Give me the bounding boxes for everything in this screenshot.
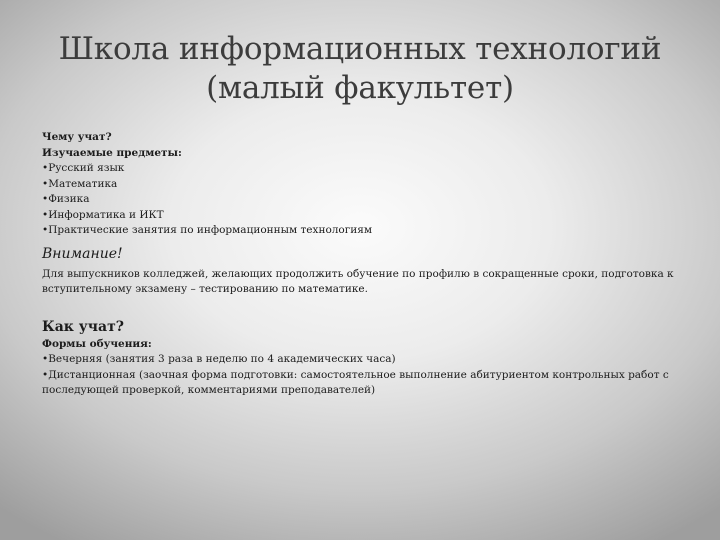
slide-title-line-2: (малый факультет) bbox=[206, 70, 514, 106]
slide-title-line-1: Школа информационных технологий bbox=[58, 31, 662, 67]
subject-item: •Информатика и ИКТ bbox=[42, 208, 164, 221]
what-question: Чему учат? bbox=[42, 131, 112, 143]
subject-item: •Физика bbox=[42, 193, 90, 205]
form-item: •Дистанционная (заочная форма подготовки: самостоятельное выполнение абитуриентом контрольных работ с последующей проверкой, комментариями преподавателей) bbox=[42, 368, 669, 396]
form-item: •Вечерняя (занятия 3 раза в неделю по 4 академических часа) bbox=[42, 353, 396, 365]
subject-item: •Русский язык bbox=[42, 162, 125, 174]
subject-item: •Практические занятия по информационным технологиям bbox=[42, 224, 373, 236]
attention-heading: Внимание! bbox=[42, 245, 123, 262]
subject-item: •Математика bbox=[42, 177, 118, 190]
subjects-label: Изучаемые предметы: bbox=[42, 146, 182, 159]
attention-text: Для выпускников колледжей, желающих продолжить обучение по профилю в сокращенные сроки, подготовка к вступительному экзамену – тестированию по математике. bbox=[42, 267, 674, 295]
slide-title bbox=[40, 30, 680, 108]
forms-label: Формы обучения: bbox=[42, 337, 152, 350]
slide-content bbox=[42, 130, 682, 399]
how-question: Как учат? bbox=[42, 318, 124, 335]
